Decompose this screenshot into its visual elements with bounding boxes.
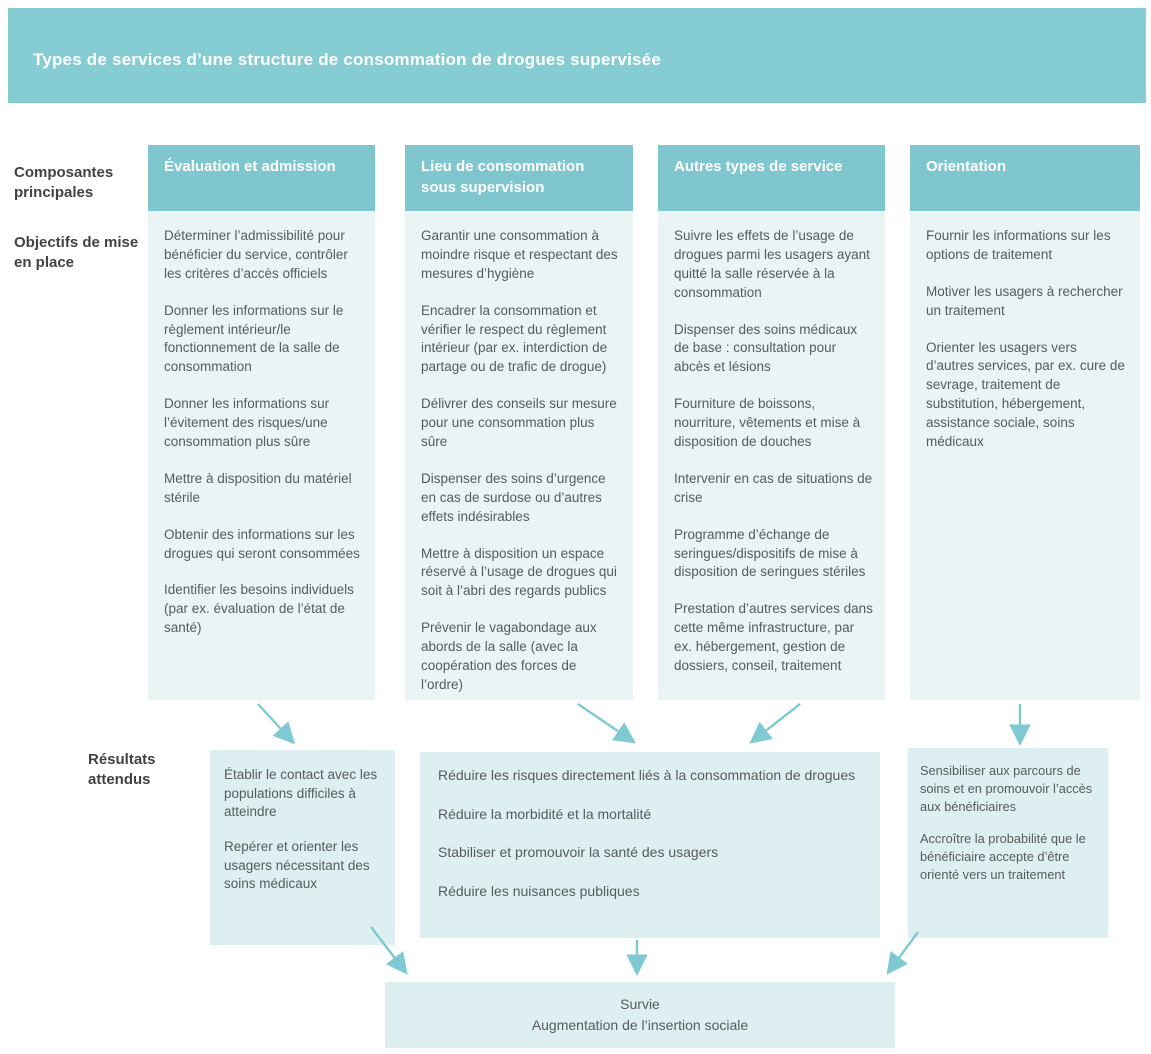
- objective-item: Prestation d’autres services dans cette même infrastructure, par ex. hébergement, gestion de dossiers, conseil, traitement: [674, 601, 873, 674]
- result-box-risques: [420, 752, 880, 938]
- objective-item: Obtenir des informations sur les drogues qui seront consommées: [164, 526, 360, 561]
- objective-item: Déterminer l’admissibilité pour bénéficier du service, contrôler les critères d’accès officiels: [164, 228, 348, 281]
- objective-item: Orienter les usagers vers d’autres services, par ex. cure de sevrage, traitement de substitution, hébergement, assistance sociale, soins médicaux: [926, 339, 1125, 450]
- title-banner: [8, 8, 1146, 103]
- result-box-parcours-soins: [908, 748, 1108, 938]
- column-body: [405, 211, 633, 700]
- objective-item: Mettre à disposition du matériel stérile: [164, 470, 352, 505]
- objective-item: Garantir une consommation à moindre risque et respectant des mesures d’hygiène: [421, 228, 618, 281]
- objective-item: Suivre les effets de l’usage de drogues parmi les usagers ayant quitté la salle réservée à la consommation: [674, 228, 870, 300]
- column-body: [910, 211, 1140, 700]
- row-label-resultats: Résultats attendus: [88, 751, 156, 789]
- result-item: Accroître la probabilité que le bénéficiaire accepte d’être orienté vers un traitement: [920, 830, 1086, 882]
- objective-item: Mettre à disposition un espace réservé à l’usage de drogues qui soit à l’abri des regards publics: [421, 545, 617, 599]
- result-item: Réduire la morbidité et la mortalité: [438, 805, 652, 822]
- column-header: Lieu de consommation sous supervision: [405, 145, 633, 211]
- arrow-col2-to-res2: [578, 704, 631, 740]
- objective-item: Identifier les besoins individuels (par ex. évaluation de l’état de santé): [164, 582, 354, 636]
- result-box-contact: [210, 750, 395, 945]
- page-title: Types de services d’une structure de consommation de drogues supervisée: [33, 50, 661, 69]
- objective-item: Intervenir en cas de situations de crise: [674, 470, 873, 505]
- objective-item: Encadrer la consommation et vérifier le respect du règlement intérieur (par ex. interdiction de partage ou de trafic de drogue): [421, 302, 608, 375]
- final-outcome-line: Augmentation de l’insertion sociale: [531, 1017, 749, 1033]
- final-outcome-line: Survie: [620, 996, 660, 1012]
- arrow-col3-to-res2: [754, 704, 800, 740]
- objective-item: Donner les informations sur l’évitement des risques/une consommation plus sûre: [164, 396, 330, 450]
- objective-item: Donner les informations sur le règlement intérieur/le fonctionnement de la salle de consommation: [164, 302, 344, 375]
- column-orientation: [910, 145, 1140, 700]
- arrow-col1-to-res1: [258, 704, 291, 740]
- column-body: [658, 211, 885, 700]
- result-item: Réduire les risques directement liés à la consommation de drogues: [438, 767, 856, 783]
- objective-item: Fournir les informations sur les options de traitement: [926, 228, 1111, 262]
- result-item: Sensibiliser aux parcours de soins et en promouvoir l’accès aux bénéficiaires: [920, 763, 1093, 814]
- column-lieu-consommation: [405, 145, 633, 700]
- final-outcome-box: [385, 982, 895, 1048]
- column-header: Évaluation et admission: [148, 145, 375, 211]
- objective-item: Délivrer des conseils sur mesure pour une consommation plus sûre: [421, 396, 617, 450]
- objective-item: Dispenser des soins d’urgence en cas de surdose ou d’autres effets indésirables: [421, 470, 606, 524]
- objective-item: Motiver les usagers à rechercher un traitement: [926, 283, 1123, 318]
- row-label-composantes: Composantes principales: [14, 164, 114, 202]
- objective-item: Fourniture de boissons, nourriture, vêtements et mise à disposition de douches: [674, 396, 861, 450]
- objective-item: Prévenir le vagabondage aux abords de la salle (avec la coopération des forces de l’ordre): [421, 620, 597, 692]
- column-autres-services: [658, 145, 885, 700]
- column-body: [148, 211, 375, 700]
- result-item: Repérer et orienter les usagers nécessitant des soins médicaux: [224, 838, 370, 892]
- column-evaluation-admission: [148, 145, 375, 700]
- objective-item: Programme d’échange de seringues/dispositifs de mise à disposition de seringues stériles: [674, 526, 866, 580]
- objective-item: Dispenser des soins médicaux de base : consultation pour abcès et lésions: [674, 321, 858, 375]
- column-header: Autres types de service: [658, 145, 885, 211]
- row-label-objectifs: Objectifs de mise en place: [14, 234, 139, 272]
- result-item: Établir le contact avec les populations difficiles à atteindre: [224, 767, 378, 820]
- result-item: Réduire les nuisances publiques: [438, 882, 640, 899]
- result-item: Stabiliser et promouvoir la santé des usagers: [438, 844, 719, 861]
- column-header: Orientation: [910, 145, 1140, 211]
